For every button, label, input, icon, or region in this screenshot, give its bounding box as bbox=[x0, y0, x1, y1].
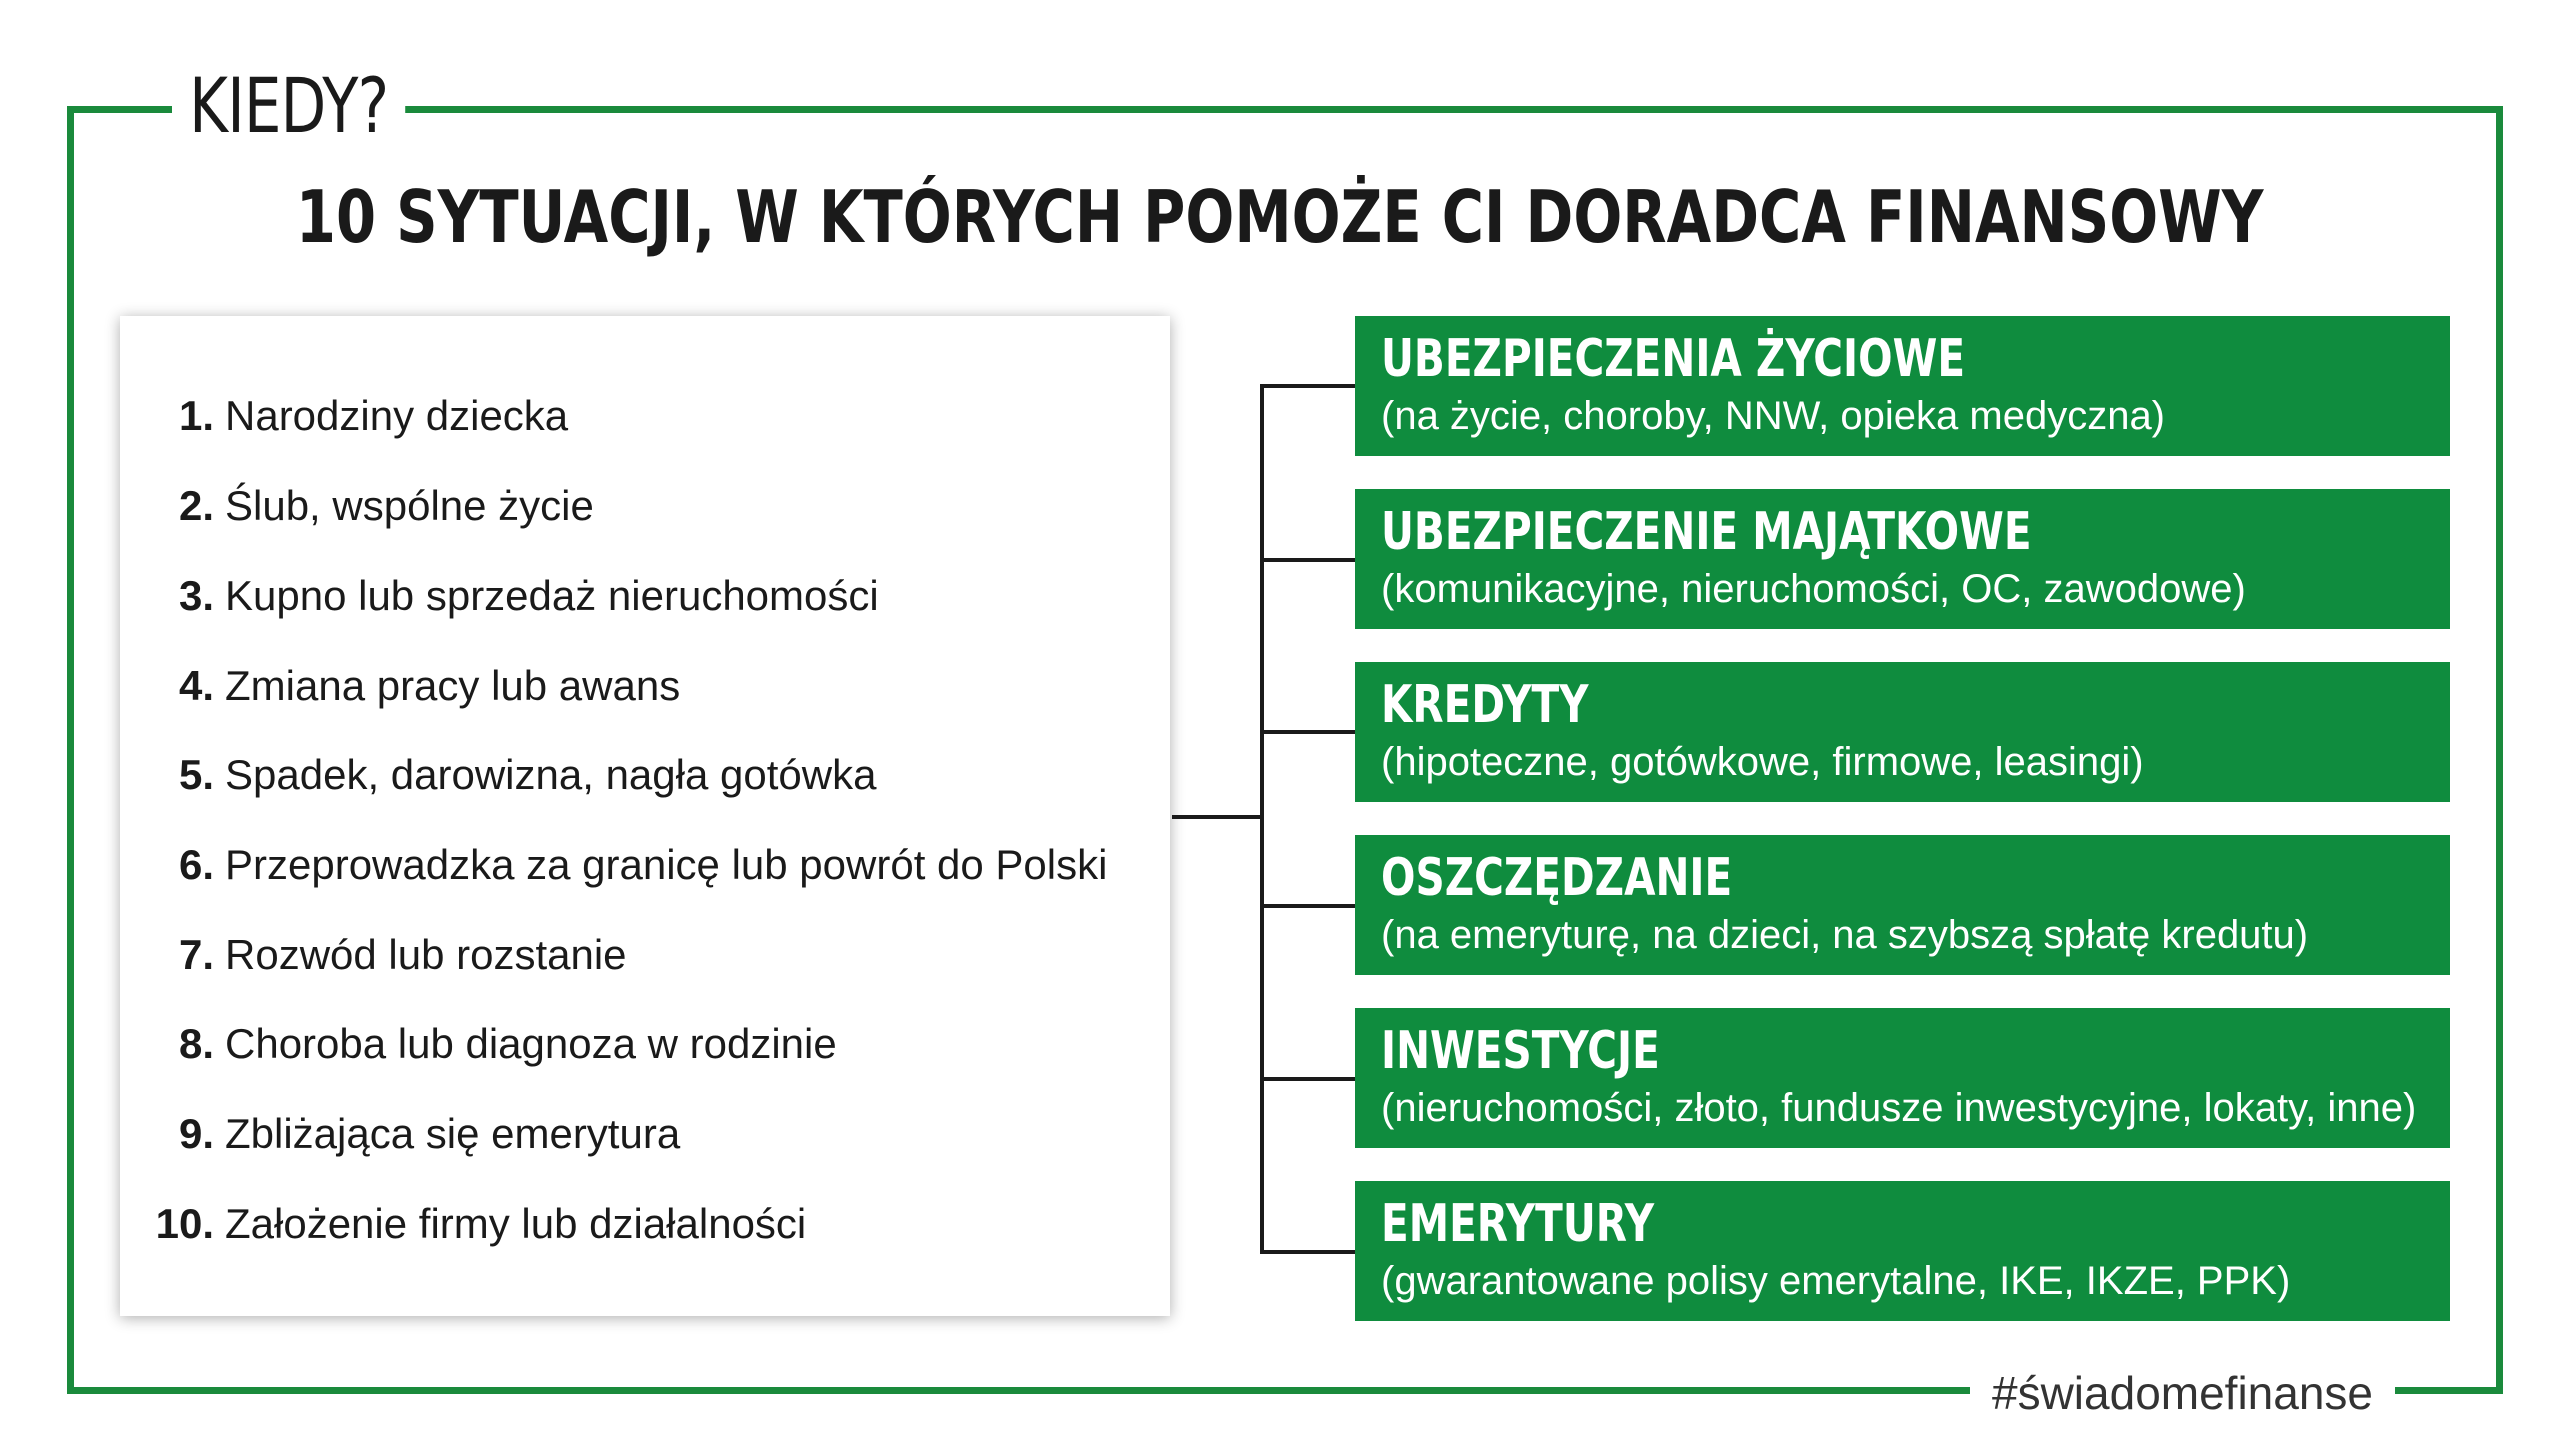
list-item bbox=[120, 561, 1170, 631]
category-box-property-insurance bbox=[1355, 489, 2450, 629]
category-title: KREDYTY bbox=[1381, 675, 1589, 735]
list-item-number: 3. bbox=[178, 572, 214, 619]
category-box-life-insurance bbox=[1355, 316, 2450, 456]
category-subtitle: (na emeryturę, na dzieci, na szybszą spłatę kredutu) bbox=[1381, 913, 2309, 957]
list-item bbox=[120, 1189, 1170, 1259]
list-item bbox=[120, 471, 1170, 541]
list-item-number: 8. bbox=[178, 1020, 214, 1067]
category-title: UBEZPIECZENIA ŻYCIOWE bbox=[1381, 329, 1966, 389]
connector-branch bbox=[1260, 384, 1355, 388]
list-item-number: 9. bbox=[178, 1110, 214, 1157]
list-item-number: 5. bbox=[178, 751, 214, 798]
situations-card bbox=[120, 316, 1170, 1316]
page-title-text: 10 SYTUACJI, W KTÓRYCH POMOŻE CI DORADCA FINANSOWY bbox=[296, 175, 2264, 259]
list-item-text: Narodziny dziecka bbox=[225, 392, 569, 439]
list-item-number: 1. bbox=[178, 392, 214, 439]
list-item-text: Przeprowadzka za granicę lub powrót do Polski bbox=[225, 841, 1108, 888]
category-subtitle: (komunikacyjne, nieruchomości, OC, zawodowe) bbox=[1381, 567, 2246, 611]
list-item-number: 4. bbox=[178, 662, 214, 709]
category-box-savings bbox=[1355, 835, 2450, 975]
list-item-text: Spadek, darowizna, nagła gotówka bbox=[225, 751, 877, 798]
connector-spine bbox=[1260, 384, 1264, 1254]
category-subtitle: (nieruchomości, złoto, fundusze inwestycyjne, lokaty, inne) bbox=[1381, 1086, 2417, 1130]
list-item-text: Ślub, wspólne życie bbox=[225, 482, 594, 529]
list-item bbox=[120, 830, 1170, 900]
list-item-text: Kupno lub sprzedaż nieruchomości bbox=[225, 572, 879, 619]
hashtag-label: #świadomefinanse bbox=[1970, 1358, 2395, 1428]
category-title: INWESTYCJE bbox=[1381, 1021, 1660, 1081]
connector-main bbox=[1172, 815, 1264, 819]
corner-title: KIEDY? bbox=[172, 58, 406, 154]
list-item-text: Rozwód lub rozstanie bbox=[225, 931, 627, 978]
list-item bbox=[120, 651, 1170, 721]
category-title: UBEZPIECZENIE MAJĄTKOWE bbox=[1381, 502, 2032, 562]
connector-branch bbox=[1260, 730, 1355, 734]
category-box-loans bbox=[1355, 662, 2450, 802]
list-item-text: Zbliżająca się emerytura bbox=[225, 1110, 681, 1157]
list-item bbox=[120, 1099, 1170, 1169]
connector-branch bbox=[1260, 904, 1355, 908]
category-subtitle: (gwarantowane polisy emerytalne, IKE, IKZE, PPK) bbox=[1381, 1259, 2291, 1303]
connector-branch bbox=[1260, 1250, 1355, 1254]
category-box-pensions bbox=[1355, 1181, 2450, 1321]
list-item-text: Choroba lub diagnoza w rodzinie bbox=[225, 1020, 837, 1067]
category-subtitle: (na życie, choroby, NNW, opieka medyczna) bbox=[1381, 394, 2166, 438]
list-item-number: 7. bbox=[178, 931, 214, 978]
list-item-text: Założenie firmy lub działalności bbox=[225, 1200, 807, 1247]
list-item bbox=[120, 1009, 1170, 1079]
category-subtitle: (hipoteczne, gotówkowe, firmowe, leasingi) bbox=[1381, 740, 2144, 784]
list-item bbox=[120, 920, 1170, 990]
connector-branch bbox=[1260, 1077, 1355, 1081]
list-item-number: 6. bbox=[178, 841, 214, 888]
list-item bbox=[120, 381, 1170, 451]
list-item bbox=[120, 740, 1170, 810]
category-box-investments bbox=[1355, 1008, 2450, 1148]
connector-branch bbox=[1260, 558, 1355, 562]
page-title bbox=[0, 172, 2560, 262]
list-item-number: 10. bbox=[155, 1200, 214, 1247]
category-title: OSZCZĘDZANIE bbox=[1381, 848, 1733, 908]
list-item-text: Zmiana pracy lub awans bbox=[225, 662, 681, 709]
list-item-number: 2. bbox=[178, 482, 214, 529]
category-title: EMERYTURY bbox=[1381, 1194, 1655, 1254]
